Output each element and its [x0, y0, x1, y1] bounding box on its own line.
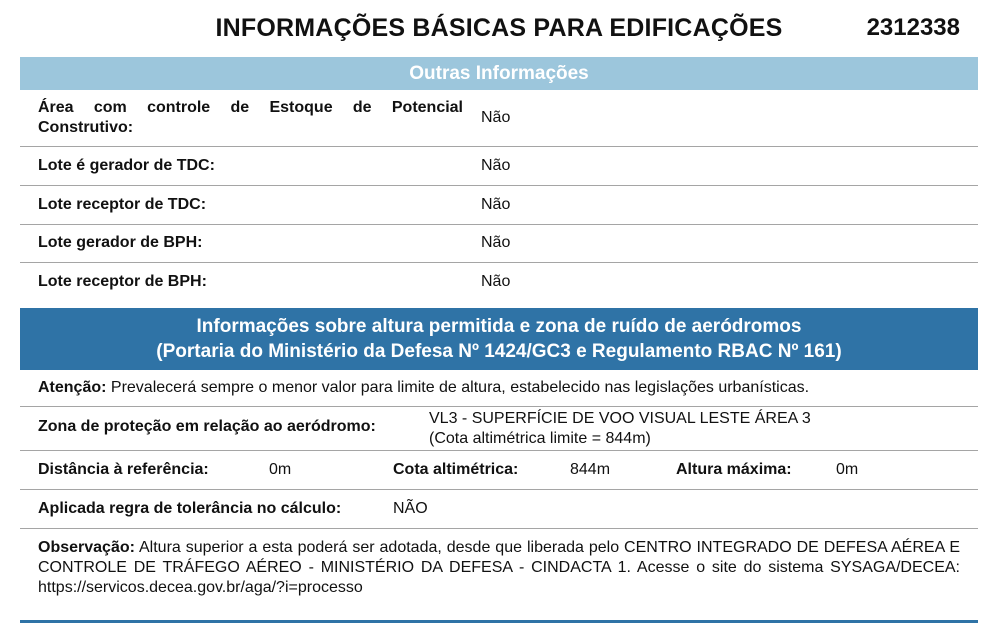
zona-value-line1: VL3 - SUPERFÍCIE DE VOO VISUAL LESTE ÁREA 3 [429, 410, 811, 427]
observacao-text: Altura superior a esta poderá ser adotada, desde que liberada pelo CENTRO INTEGRADO DE DEFESA AÉREA E CONTROLE DE TRÁFEGO AÉREO - MINISTÉRIO DA DEFESA - CINDACTA 1. Acesse o site do sistema SYSAGA/DECEA: https://servicos.decea.gov.br/aga/?i=processo [38, 539, 960, 596]
row-label: Área com controle de Estoque de Potencial Construtivo: [38, 99, 463, 136]
row-value: Não [481, 109, 511, 126]
section-header-outras-informacoes: Outras Informações [20, 57, 978, 90]
row-value: Não [481, 273, 511, 290]
tolerancia-value: NÃO [393, 500, 428, 517]
row-value: Não [481, 234, 511, 251]
row-label: Lote receptor de TDC: [38, 196, 207, 213]
row-estoque-potencial [20, 90, 978, 147]
zona-label: Zona de proteção em relação ao aeródromo: [38, 418, 376, 435]
document-number: 2312338 [866, 14, 960, 41]
row-gerador-bph [20, 225, 978, 263]
tolerancia-label: Aplicada regra de tolerância no cálculo: [38, 500, 342, 517]
row-atencao [20, 370, 978, 407]
row-distancia-cota-altura [20, 451, 978, 490]
zona-value [429, 409, 811, 449]
row-tolerancia [20, 490, 978, 529]
document-title: INFORMAÇÕES BÁSICAS PARA EDIFICAÇÕES [215, 14, 783, 42]
section-header-altura-aerodromos [20, 308, 978, 370]
atencao-label: Atenção: [38, 379, 107, 396]
atencao-text-block [38, 379, 809, 397]
altura-maxima-label: Altura máxima: [676, 461, 792, 478]
row-label: Lote é gerador de TDC: [38, 157, 215, 174]
observacao-block [38, 538, 960, 598]
row-value: Não [481, 196, 511, 213]
altura-maxima-value: 0m [836, 461, 859, 478]
row-label: Lote receptor de BPH: [38, 273, 207, 290]
section-title-line1: Informações sobre altura permitida e zona de ruído de aeródromos [196, 316, 802, 337]
row-zona-protecao [20, 407, 978, 451]
section-title-line2: (Portaria do Ministério da Defesa Nº 1424/GC3 e Regulamento RBAC Nº 161) [156, 341, 842, 362]
row-value: Não [481, 157, 511, 174]
bottom-divider [20, 620, 978, 623]
row-receptor-tdc [20, 186, 978, 225]
cota-label: Cota altimétrica: [393, 461, 519, 478]
row-label: Lote gerador de BPH: [38, 234, 203, 251]
zona-value-line2: (Cota altimétrica limite = 844m) [429, 430, 651, 447]
document-header [20, 10, 978, 50]
observacao-label: Observação: [38, 539, 135, 556]
distancia-label: Distância à referência: [38, 461, 209, 478]
atencao-text: Prevalecerá sempre o menor valor para limite de altura, estabelecido nas legislações urbanísticas. [106, 379, 810, 396]
distancia-value: 0m [269, 461, 292, 478]
cota-value: 844m [570, 461, 611, 478]
row-receptor-bph [20, 263, 978, 303]
row-gerador-tdc [20, 147, 978, 186]
